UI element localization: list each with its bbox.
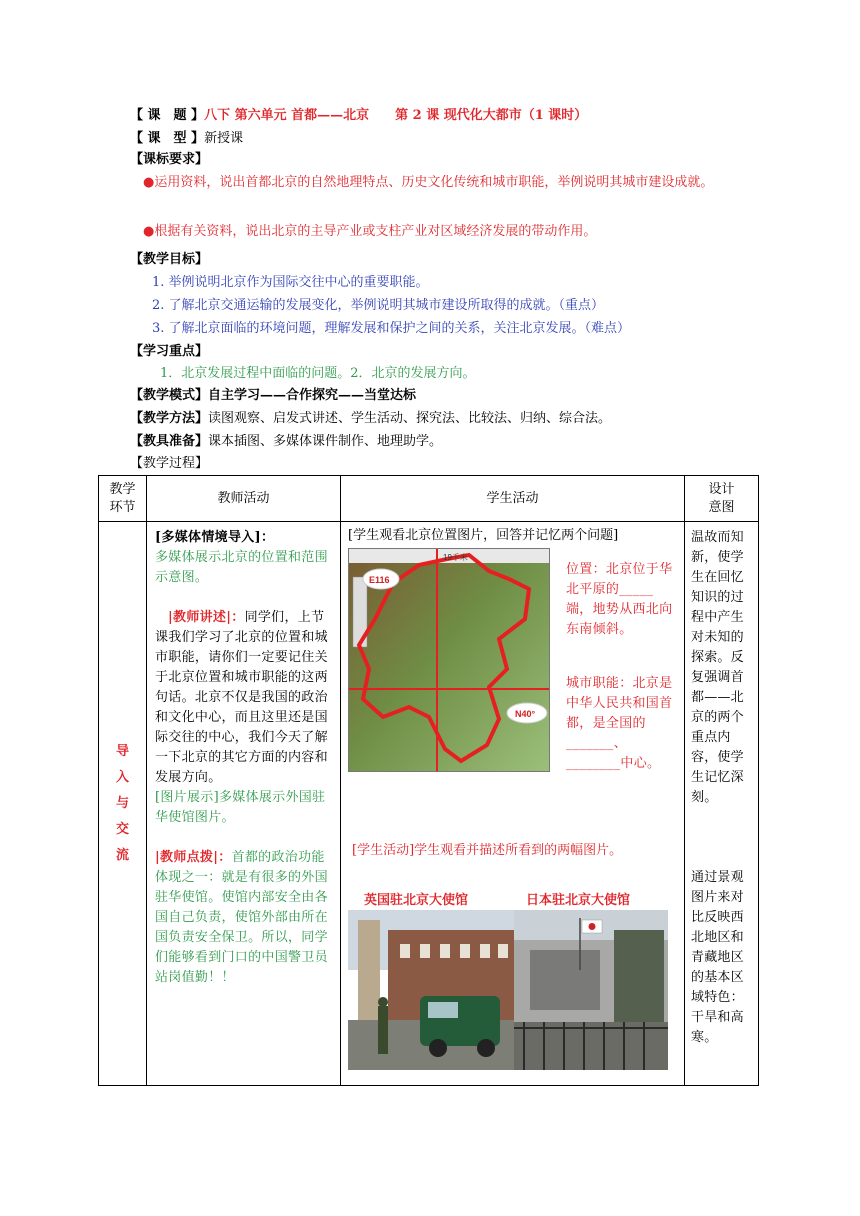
design-intent-2: 通过景观图片来对比反映西北地区和青藏地区的基本区域特色：干旱和高寒。 <box>691 870 744 1045</box>
standard-item-1: ●运用资料，说出首都北京的自然地理特点、历史文化传统和城市职能，举例说明其城市建设成就。 <box>143 175 714 190</box>
header-design: 设计意图 <box>685 476 759 522</box>
mode-line <box>130 386 750 406</box>
teacher-p3-text: [图片展示]多媒体展示外国驻华使馆图片。 <box>155 790 326 825</box>
goal-2: 2. 了解北京交通运输的发展变化，举例说明其城市建设所取得的成就。（重点） <box>152 298 605 313</box>
focus-label: 【学习重点】 <box>130 344 209 359</box>
topic-value: 八下 第六单元 首都——北京 第 2 课 现代化大都市（1 课时） <box>204 108 588 123</box>
teacher-p2 <box>155 608 334 788</box>
tools-value: 课本插图、多媒体课件制作、地理助学。 <box>208 434 443 449</box>
beijing-map <box>348 548 550 772</box>
goals-label: 【教学目标】 <box>130 252 209 267</box>
header-stage: 教学环节 <box>99 476 147 522</box>
uk-embassy-photo <box>348 910 514 1070</box>
answer-function: 城市职能：北京是中华人民共和国首都，是全国的_______、________中心。 <box>566 676 673 771</box>
answer-position: 位置：北京位于华北平原的_____端，地势从西北向东南倾斜。 <box>566 562 673 637</box>
teacher-activity-cell <box>147 522 341 1086</box>
map-label-top: 19千米 <box>443 553 468 562</box>
teacher-p4-text: 首都的政治功能体现之一：就是有很多的外国驻华使馆。使馆内部安全由各国自己负责，使馆外部由所在国负责安全保卫。所以，同学们能够看到门口的中国警卫员站岗值勤！！ <box>155 850 328 985</box>
teacher-p4-title: |教师点拨|： <box>155 850 232 865</box>
student-question: [学生观看北京位置图片，回答并记忆两个问题] <box>348 528 619 543</box>
process-label: 【教学过程】 <box>130 456 209 471</box>
table-header-row <box>99 476 759 522</box>
map-label-e: E116 <box>369 575 390 585</box>
beijing-map-graphic <box>349 549 549 771</box>
type-label: 【 课 型 】 <box>130 131 205 146</box>
topic-label: 【 课 题 】 <box>130 108 205 123</box>
goal-1: 1. 举例说明北京作为国际交往中心的重要职能。 <box>152 275 429 290</box>
teacher-p1-title: [多媒体情境导入]： <box>155 530 275 545</box>
type-value: 新授课 <box>204 131 244 146</box>
design-intent-cell <box>685 522 759 1086</box>
header-teacher: 教师活动 <box>147 476 341 522</box>
lesson-type-line <box>130 129 750 149</box>
jp-embassy-photo <box>514 910 668 1070</box>
caption-jp-embassy: 日本驻北京大使馆 <box>526 893 631 908</box>
mode-value: 自主学习——合作探究——当堂达标 <box>208 388 417 403</box>
method-label: 【教学方法】 <box>130 411 209 426</box>
map-label-n: N40° <box>515 709 536 719</box>
header-student: 学生活动 <box>341 476 685 522</box>
focus-value: 1．北京发展过程中面临的问题。2．北京的发展方向。 <box>160 366 476 381</box>
goal-3: 3. 了解北京面临的环境问题，理解发展和保护之间的关系，关注北京发展。（难点） <box>152 321 631 336</box>
teacher-p2-title: |教师讲述|： <box>168 610 245 625</box>
caption-uk-embassy: 英国驻北京大使馆 <box>364 893 469 908</box>
mode-label: 【教学模式】 <box>130 388 209 403</box>
method-value: 读图观察、启发式讲述、学生活动、探究法、比较法、归纳、综合法。 <box>208 411 612 426</box>
teacher-p1-text: 多媒体展示北京的位置和范围示意图。 <box>155 550 328 585</box>
method-line <box>130 409 750 429</box>
standard-label: 【课标要求】 <box>130 152 209 167</box>
standard-item-2: ●根据有关资料，说出北京的主导产业或支柱产业对区域经济发展的带动作用。 <box>143 224 597 239</box>
tools-label: 【教具准备】 <box>130 434 209 449</box>
tools-line <box>130 432 750 452</box>
teacher-p4 <box>155 848 334 988</box>
stage-name: 导入与交流 <box>99 522 147 1086</box>
design-intent-1: 温故而知新，使学生在回忆知识的过程中产生对未知的探索。反复强调首都——北京的两个重点内容，使学生记忆深刻。 <box>691 530 744 805</box>
student-activity-text: [学生活动]学生观看并描述所看到的两幅图片。 <box>352 843 623 858</box>
lesson-topic-line <box>130 106 750 126</box>
teacher-p2-text: 同学们，上节课我们学习了北京的位置和城市职能，请你们一定要记住关于北京位置和城市职能的这两句话。北京不仅是我国的政治和文化中心，而且这里还是国际交往的中心，我们今天了解一下北京的其它方面的内容和发展方向。 <box>155 610 328 785</box>
